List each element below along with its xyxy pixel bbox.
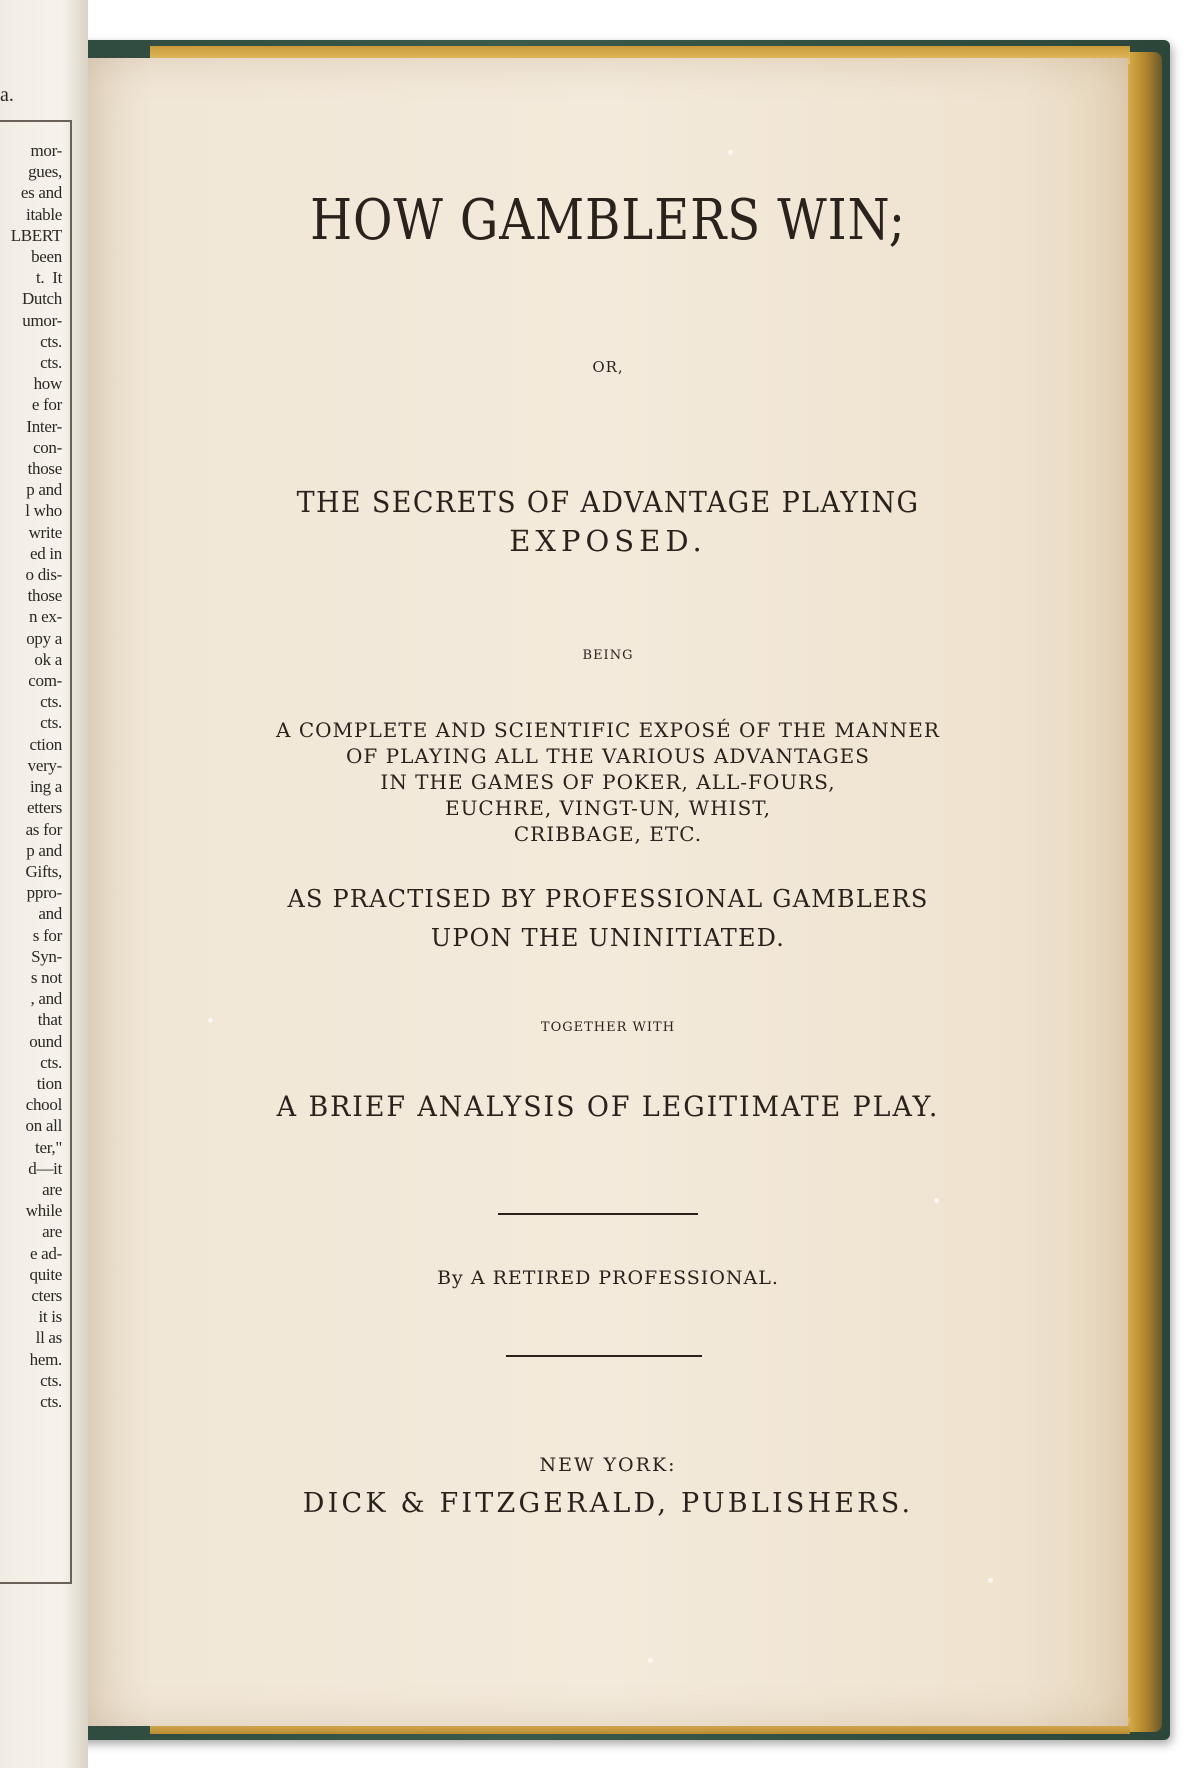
paper-speck bbox=[988, 1578, 993, 1583]
left-page-fragment: gues, bbox=[28, 162, 62, 182]
paper-speck bbox=[728, 150, 733, 155]
left-page-fragment: ok a bbox=[34, 649, 62, 669]
left-page-fragment: cts. bbox=[40, 692, 62, 712]
left-page-fragment: write bbox=[28, 522, 62, 542]
brief-analysis-line: A BRIEF ANALYSIS OF LEGITIMATE PLAY. bbox=[276, 1090, 940, 1123]
left-page-text-fragments bbox=[0, 140, 62, 1412]
subtitle-line-1: THE SECRETS OF ADVANTAGE PLAYING bbox=[296, 485, 920, 519]
left-page-fragment: that bbox=[37, 1010, 62, 1030]
left-page-fragment: e for bbox=[31, 395, 62, 415]
left-page-fragment: ing a bbox=[29, 777, 62, 797]
practised-line: AS PRACTISED BY PROFESSIONAL GAMBLERS bbox=[287, 885, 929, 913]
divider-rule-bottom bbox=[506, 1355, 702, 1357]
left-page-fragment: ll as bbox=[35, 1328, 62, 1348]
paper-speck bbox=[648, 1658, 653, 1663]
divider-rule-top bbox=[498, 1213, 698, 1215]
left-page-fragment: chool bbox=[25, 1095, 62, 1115]
left-page-fragment: quite bbox=[29, 1264, 62, 1284]
left-page-fragment: it is bbox=[38, 1307, 62, 1327]
left-page-fragment: con- bbox=[32, 437, 62, 457]
book-title: HOW GAMBLERS WIN; bbox=[310, 188, 906, 253]
left-page-fragment: very- bbox=[27, 755, 62, 775]
publisher-city: NEW YORK: bbox=[539, 1454, 677, 1476]
paper-speck bbox=[934, 1198, 939, 1203]
left-page-fragment: ound bbox=[29, 1031, 62, 1051]
left-page-fragment: ppro- bbox=[26, 883, 62, 903]
left-page-fragment: e ad- bbox=[29, 1243, 62, 1263]
left-page-fragment: umor- bbox=[22, 310, 62, 330]
left-page-fragment: Gifts, bbox=[25, 861, 62, 881]
left-page-fragment: es and bbox=[20, 183, 62, 203]
left-page-fragment: o dis- bbox=[25, 565, 62, 585]
left-page-fragment: ction bbox=[29, 734, 62, 754]
left-page-corner-mark: a. bbox=[0, 84, 14, 106]
left-page-fragment: while bbox=[25, 1201, 62, 1221]
left-page-fragment: etters bbox=[26, 798, 62, 818]
left-page-fragment: those bbox=[27, 459, 62, 479]
left-page-fragment: Inter- bbox=[26, 416, 62, 436]
left-page-fragment: t. It bbox=[35, 268, 62, 288]
left-page-fragment: mor- bbox=[30, 141, 62, 160]
left-page-fragment: , and bbox=[30, 989, 62, 1009]
left-page-fragment: and bbox=[38, 904, 62, 924]
left-page-fragment: s for bbox=[32, 925, 62, 945]
description-line: IN THE GAMES OF POKER, ALL-FOURS, bbox=[380, 770, 836, 794]
left-page-fragment: l who bbox=[25, 501, 62, 521]
left-page-fragment: n ex- bbox=[29, 607, 62, 627]
together-with-connector: TOGETHER WITH bbox=[540, 1020, 676, 1035]
left-page-fragment: cts. bbox=[40, 1052, 62, 1072]
description-line: CRIBBAGE, ETC. bbox=[513, 822, 703, 846]
description-line: OF PLAYING ALL THE VARIOUS ADVANTAGES bbox=[346, 744, 870, 768]
left-page-fragment: opy a bbox=[26, 628, 62, 648]
left-facing-page bbox=[0, 0, 88, 1768]
left-page-fragment: those bbox=[27, 586, 62, 606]
left-page-fragment: cts. bbox=[40, 331, 62, 351]
publisher-name: DICK & FITZGERALD, PUBLISHERS. bbox=[302, 1488, 914, 1519]
left-page-fragment: been bbox=[31, 247, 62, 267]
title-page bbox=[88, 58, 1128, 1726]
left-page-fragment: cters bbox=[31, 1285, 62, 1305]
left-page-fragment: hem. bbox=[29, 1349, 62, 1369]
left-page-fragment: cts. bbox=[40, 353, 62, 373]
left-page-fragment: on all bbox=[25, 1116, 62, 1136]
left-page-fragment: are bbox=[42, 1222, 62, 1242]
left-page-fragment: ed in bbox=[29, 543, 62, 563]
left-page-fragment: itable bbox=[26, 204, 62, 224]
left-page-fragment: s not bbox=[30, 967, 62, 987]
left-page-fragment: Syn- bbox=[31, 946, 62, 966]
left-page-fragment: d—it bbox=[28, 1158, 62, 1178]
left-page-fragment: p and bbox=[26, 480, 62, 500]
left-page-fragment: com- bbox=[28, 671, 62, 691]
subtitle-line-2: EXPOSED. bbox=[509, 524, 707, 558]
or-connector: OR, bbox=[592, 358, 624, 376]
left-page-fragment: cts. bbox=[40, 1391, 62, 1411]
paper-speck bbox=[208, 1018, 213, 1023]
description-line: A COMPLETE AND SCIENTIFIC EXPOSÉ OF THE MANNER bbox=[276, 718, 940, 742]
practised-line: UPON THE UNINITIATED. bbox=[430, 924, 786, 952]
left-page-fragment: cts. bbox=[40, 713, 62, 733]
left-page-fragment: tion bbox=[36, 1073, 62, 1093]
being-connector: BEING bbox=[582, 648, 634, 663]
left-page-fragment: are bbox=[42, 1179, 62, 1199]
left-page-fragment: Dutch bbox=[21, 289, 62, 309]
author-line: By A RETIRED PROFESSIONAL. bbox=[437, 1267, 779, 1289]
left-page-fragment: as for bbox=[25, 819, 62, 839]
left-page-fragment: ter," bbox=[35, 1137, 62, 1157]
left-page-fragment: how bbox=[33, 374, 62, 394]
description-line: EUCHRE, VINGT-UN, WHIST, bbox=[444, 796, 772, 820]
left-page-fragment: cts. bbox=[40, 1370, 62, 1390]
left-page-fragment: p and bbox=[26, 840, 62, 860]
left-page-fragment: LBERT bbox=[10, 225, 62, 245]
